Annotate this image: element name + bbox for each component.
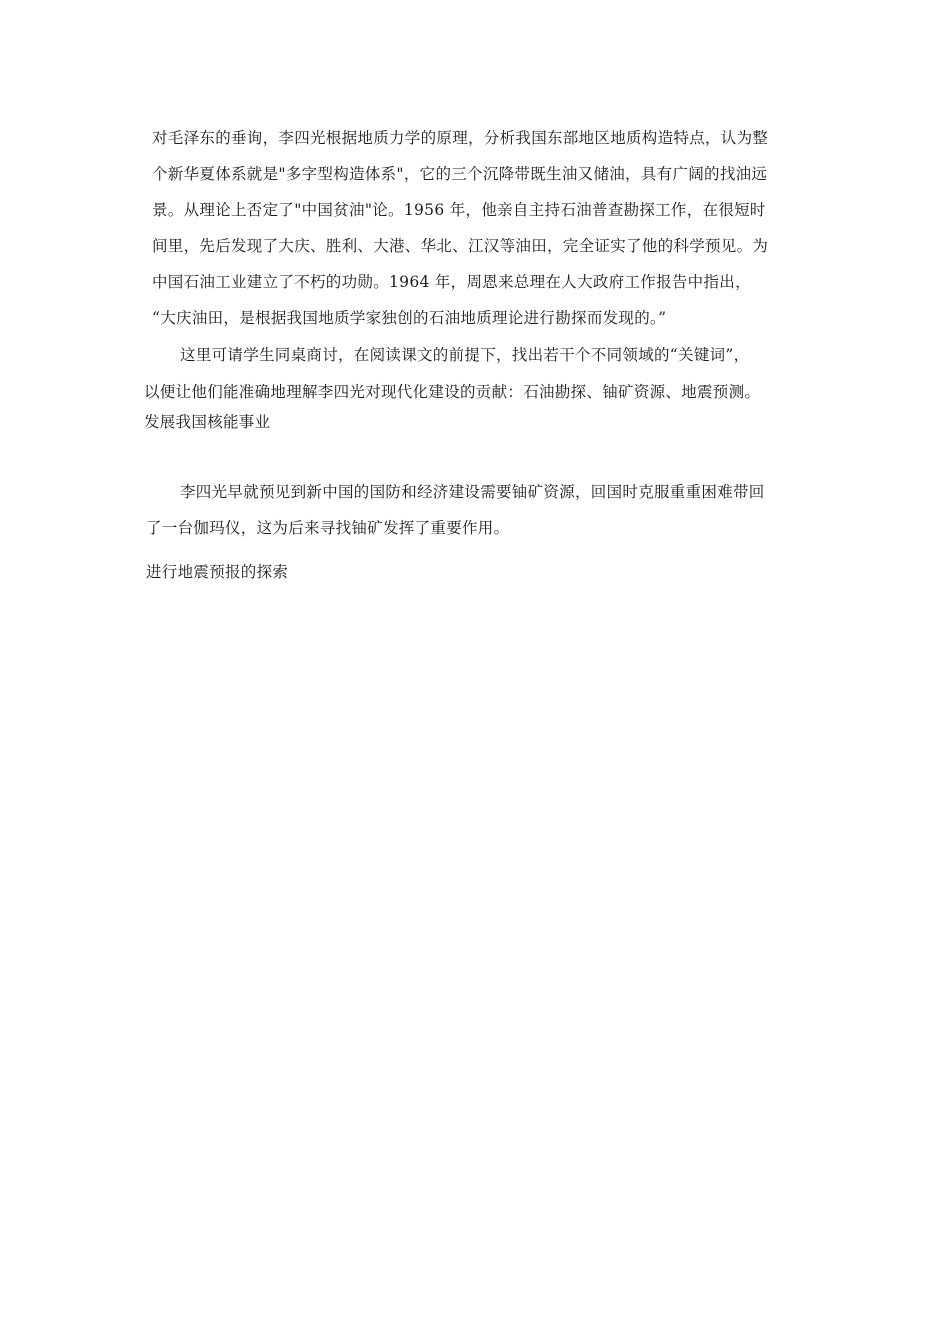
paragraph-line: 这里可请学生同桌商讨，在阅读课文的前提下，找出若干个不同领域的“关键词”，	[180, 346, 750, 364]
paragraph-line: 对毛泽东的垂询，李四光根据地质力学的原理，分析我国东部地区地质构造特点，认为整	[152, 129, 769, 147]
paragraph-line: 中国石油工业建立了不朽的功勋。1964 年，周恩来总理在人大政府工作报告中指出，	[152, 273, 751, 291]
paragraph-line: 景。从理论上否定了"中国贫油"论。1956 年，他亲自主持石油普查勘探工作，在很短时	[152, 201, 766, 219]
paragraph-line: 以便让他们能准确地理解李四光对现代化建设的贡献：石油勘探、铀矿资源、地震预测。	[144, 383, 761, 401]
section-heading-earthquake: 进行地震预报的探索	[146, 563, 289, 581]
paragraph-line: “大庆油田，是根据我国地质学家独创的石油地质理论进行勘探而发现的。”	[152, 309, 667, 327]
section-heading-nuclear: 发展我国核能事业	[144, 413, 271, 431]
paragraph-line: 间里，先后发现了大庆、胜利、大港、华北、江汉等油田，完全证实了他的科学预见。为	[152, 237, 769, 255]
paragraph-line: 个新华夏体系就是"多字型构造体系"，它的三个沉降带既生油又储油，具有广阔的找油远	[152, 165, 768, 183]
paragraph-line: 李四光早就预见到新中国的国防和经济建设需要铀矿资源，回国时克服重重困难带回	[180, 483, 765, 501]
paragraph-line: 了一台伽玛仪，这为后来寻找铀矿发挥了重要作用。	[146, 519, 510, 537]
